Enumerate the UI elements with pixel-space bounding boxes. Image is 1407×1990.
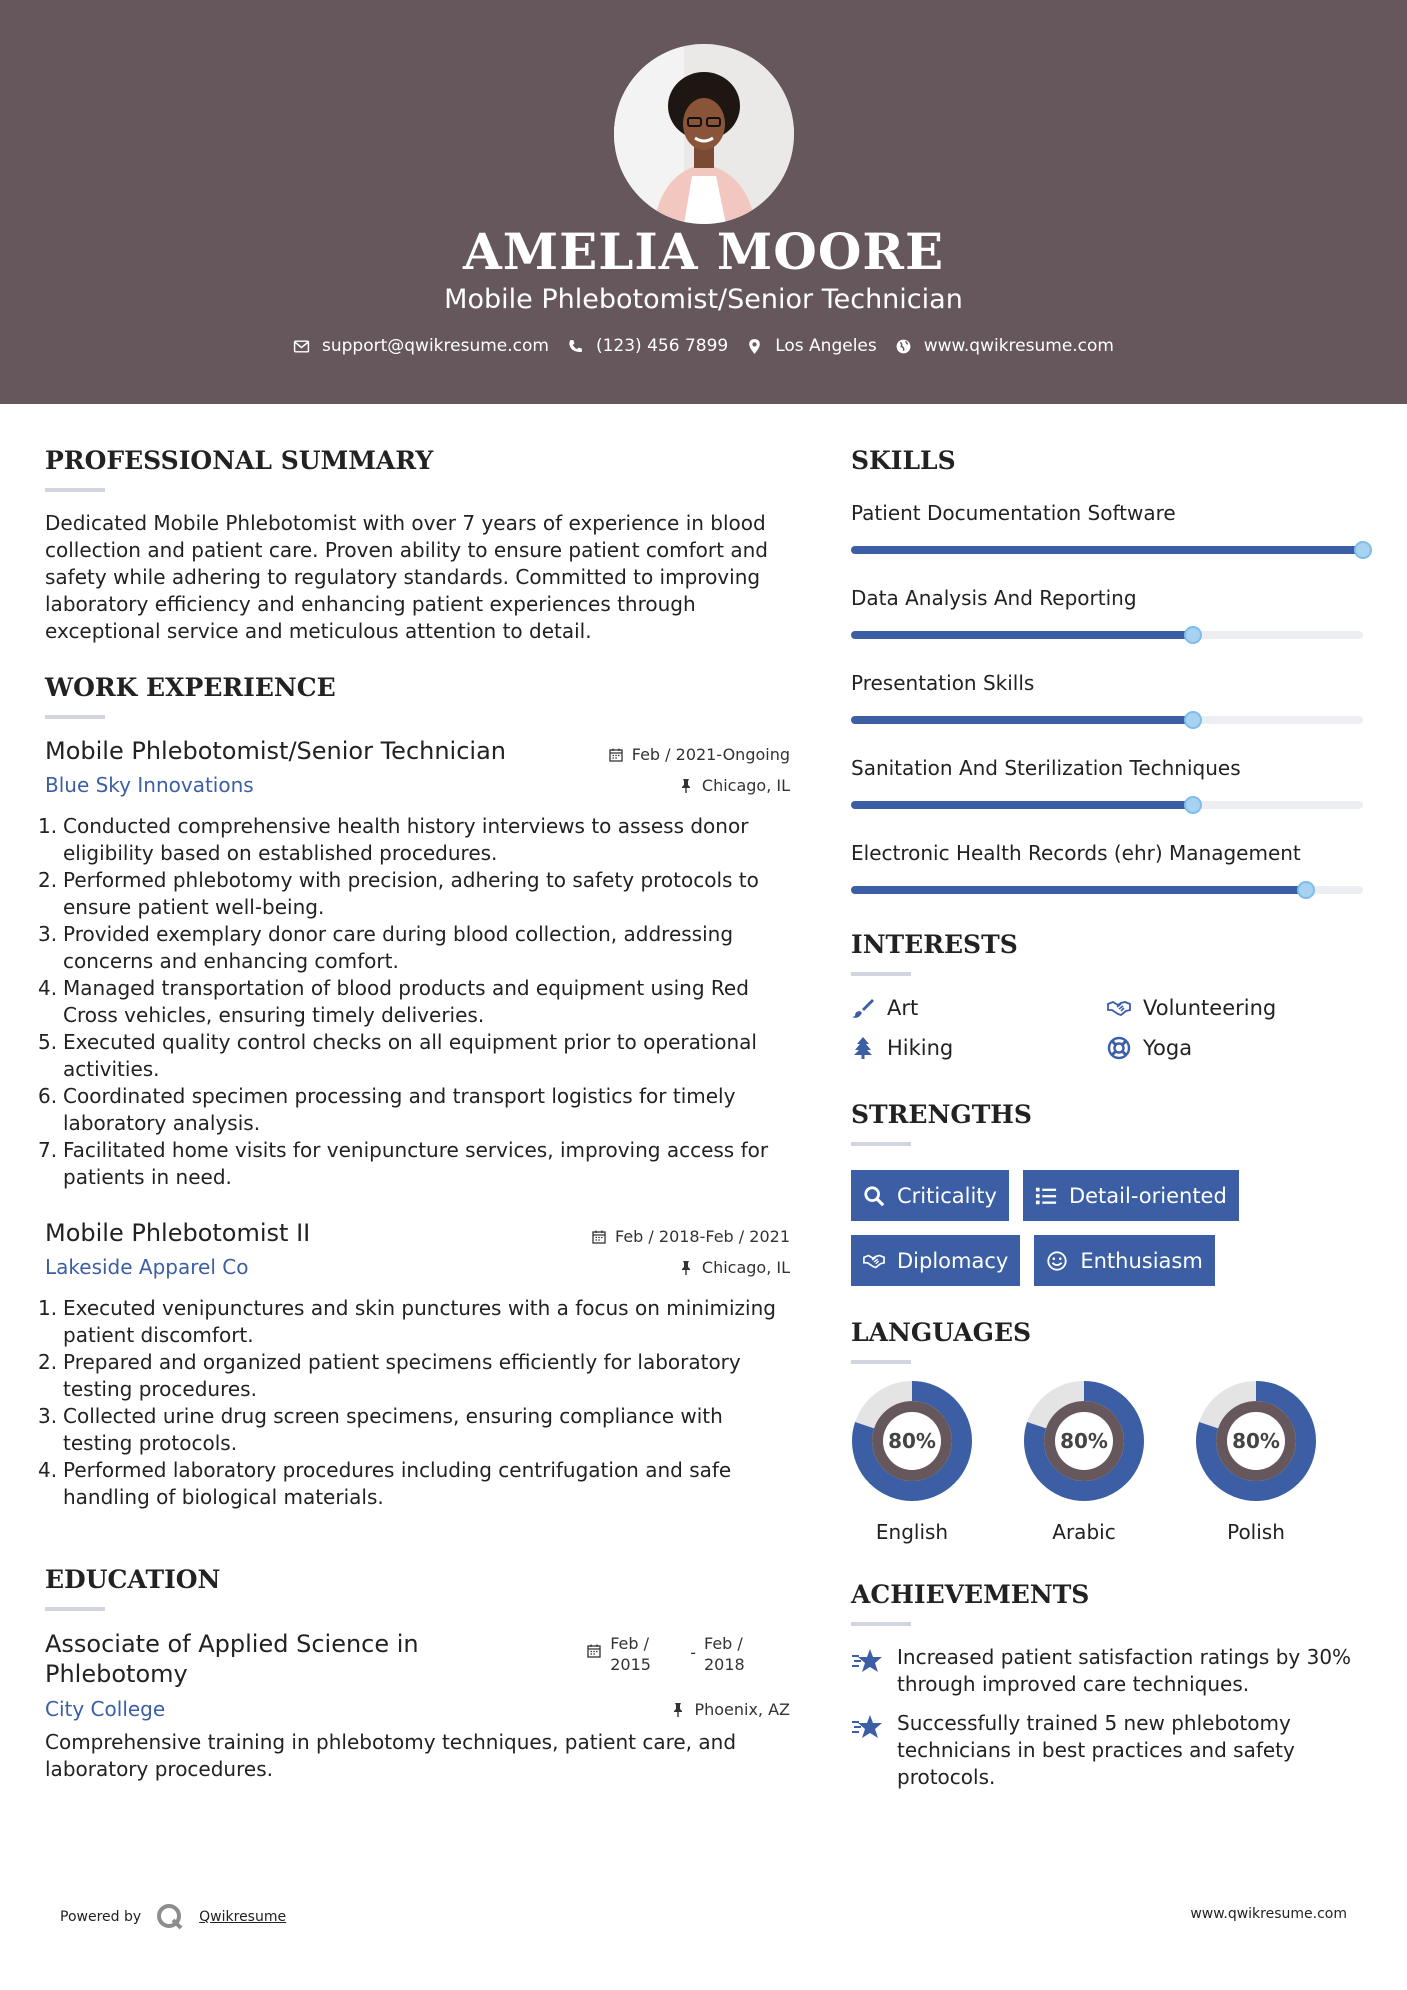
website-text: www.qwikresume.com (923, 336, 1114, 356)
skill-item (851, 756, 1366, 809)
heading-underline (851, 972, 911, 976)
language-name: English (875, 1520, 949, 1544)
language-item (851, 1380, 973, 1544)
skill-bar-knob (1184, 796, 1202, 814)
handshake-icon (863, 1250, 885, 1272)
strength-chip: Diplomacy (851, 1235, 1020, 1286)
handshake-icon (1107, 996, 1131, 1020)
skill-bar-fill (851, 631, 1193, 639)
degree-title: Associate of Applied Science in Phlebotomy (45, 1630, 419, 1688)
list-item: 5. Executed quality control checks on all equipment prior to operational activities. (38, 1030, 757, 1081)
language-item (1195, 1380, 1317, 1544)
education-heading: EDUCATION (45, 1565, 221, 1594)
skill-bar-fill (851, 716, 1193, 724)
interest-item: Volunteering (1107, 996, 1363, 1020)
star-icon (851, 1713, 883, 1741)
left-column (38, 404, 790, 1783)
location-text: Los Angeles (775, 336, 877, 356)
candidate-title: Mobile Phlebotomist/Senior Technician (444, 284, 963, 315)
skill-label: Patient Documentation Software (851, 501, 1176, 525)
school-name: City College (45, 1697, 166, 1721)
tree-icon (851, 1036, 875, 1060)
education-end: Feb / 2018 (704, 1634, 745, 1674)
language-name: Polish (1227, 1520, 1285, 1544)
contact-email[interactable] (293, 336, 549, 356)
education-location: Phoenix, AZ (670, 1700, 790, 1719)
strength-chip: Criticality (851, 1170, 1009, 1221)
list-item: 1. Conducted comprehensive health history interviews to assess donor eligibility based on established procedures. (38, 814, 749, 865)
summary-section (45, 446, 790, 645)
pushpin-icon (678, 778, 694, 794)
skill-bar-fill (851, 801, 1193, 809)
heading-underline (851, 1622, 911, 1626)
skill-label: Sanitation And Sterilization Techniques (851, 756, 1241, 780)
candidate-name: AMELIA MOORE (462, 222, 945, 281)
skill-bar (851, 546, 1363, 554)
list-item: 2. Performed phlebotomy with precision, adhering to safety protocols to ensure patient well-being. (38, 868, 759, 919)
job-entry-1 (38, 737, 790, 1191)
list-item: 6. Coordinated specimen processing and transport logistics for timely laboratory analysis. (38, 1084, 736, 1135)
list-item: 1. Executed venipunctures and skin punctures with a focus on minimizing patient discomfort. (38, 1296, 776, 1347)
right-column (851, 404, 1366, 1791)
achievements-section (851, 1580, 1366, 1791)
interest-item: Hiking (851, 1036, 1107, 1060)
job-location: Chicago, IL (678, 1258, 790, 1277)
heading-underline (45, 488, 105, 492)
language-item (1023, 1380, 1145, 1544)
email-text: support@qwikresume.com (322, 336, 549, 356)
skill-bar-knob (1354, 541, 1372, 559)
language-ring (1023, 1380, 1145, 1502)
skill-label: Data Analysis And Reporting (851, 586, 1137, 610)
skill-bar-knob (1184, 626, 1202, 644)
strength-chip: Detail-oriented (1023, 1170, 1239, 1221)
skill-bar (851, 631, 1363, 639)
language-percent: 80% (888, 1429, 936, 1453)
job-title: Mobile Phlebotomist II (45, 1219, 311, 1247)
skill-label: Presentation Skills (851, 671, 1035, 695)
heading-underline (45, 715, 105, 719)
list-icon (1035, 1185, 1057, 1207)
skill-item (851, 671, 1366, 724)
achievement-item (851, 1644, 1366, 1698)
skill-bar-knob (1297, 881, 1315, 899)
language-name: Arabic (1052, 1520, 1116, 1544)
phone-icon (567, 338, 584, 355)
star-icon (851, 1647, 883, 1675)
strength-chip: Enthusiasm (1034, 1235, 1214, 1286)
company-name: Blue Sky Innovations (45, 773, 254, 797)
calendar-icon (608, 747, 624, 763)
achievement-item (851, 1710, 1366, 1791)
contact-location (746, 336, 877, 356)
strengths-section (851, 1100, 1366, 1286)
list-item: 2. Prepared and organized patient specimens efficiently for laboratory testing procedures. (38, 1350, 741, 1401)
language-percent: 80% (1232, 1429, 1280, 1453)
skill-bar-knob (1184, 711, 1202, 729)
map-marker-icon (746, 338, 763, 355)
brand-link[interactable]: Qwikresume (199, 1909, 287, 1925)
achievement-text: Increased patient satisfaction ratings by 30% through improved care techniques. (897, 1645, 1352, 1696)
list-item: 7. Facilitated home visits for venipuncture services, improving access for patients in need. (38, 1138, 769, 1189)
interest-item: Art (851, 996, 1107, 1020)
skill-bar-fill (851, 546, 1363, 554)
calendar-icon (586, 1643, 602, 1659)
skill-bar (851, 801, 1363, 809)
job-entry-2 (38, 1219, 790, 1511)
languages-section (851, 1318, 1366, 1544)
heading-underline (851, 1142, 911, 1146)
heading-underline (45, 1607, 105, 1611)
skill-item (851, 501, 1366, 554)
phone-text: (123) 456 7899 (595, 336, 729, 356)
interests-section (851, 930, 1366, 1060)
skill-item (851, 841, 1366, 894)
resume-header (0, 0, 1407, 404)
job-dates: Feb / 2021-Ongoing (608, 745, 790, 764)
experience-heading: WORK EXPERIENCE (45, 673, 336, 702)
contact-website[interactable] (895, 336, 1114, 356)
job-achievements-list (38, 813, 790, 1191)
company-name: Lakeside Apparel Co (45, 1255, 249, 1279)
education-section (45, 1565, 790, 1783)
skill-bar (851, 716, 1363, 724)
interest-item: Yoga (1107, 1036, 1363, 1060)
list-item: 4. Managed transportation of blood products and equipment using Red Cross vehicles, ensuring timely deliveries. (38, 976, 749, 1027)
education-description: Comprehensive training in phlebotomy techniques, patient care, and laboratory procedures. (45, 1730, 737, 1781)
skills-list (851, 501, 1366, 894)
life-ring-icon (1107, 1036, 1131, 1060)
skill-label: Electronic Health Records (ehr) Management (851, 841, 1301, 865)
language-ring (851, 1380, 973, 1502)
experience-section (38, 673, 790, 1511)
job-location: Chicago, IL (678, 776, 790, 795)
pushpin-icon (670, 1702, 686, 1718)
profile-photo-image (614, 44, 794, 224)
job-title: Mobile Phlebotomist/Senior Technician (45, 737, 507, 765)
skill-bar-fill (851, 886, 1306, 894)
contact-phone[interactable] (567, 336, 728, 356)
strengths-list (851, 1170, 1371, 1286)
pushpin-icon (678, 1260, 694, 1276)
footer-site-link[interactable]: www.qwikresume.com (1190, 1906, 1347, 1922)
education-start: Feb / 2015 (610, 1634, 651, 1674)
job-dates: Feb / 2018-Feb / 2021 (591, 1227, 790, 1246)
language-ring (1195, 1380, 1317, 1502)
list-item: 4. Performed laboratory procedures including centrifugation and safe handling of biological materials. (38, 1458, 732, 1509)
languages-list (851, 1380, 1366, 1544)
powered-by-text: Powered by (60, 1909, 142, 1925)
smile-icon (1046, 1250, 1068, 1272)
skills-heading: SKILLS (851, 446, 956, 475)
skill-item (851, 586, 1366, 639)
skills-section (851, 446, 1366, 894)
job-achievements-list (38, 1295, 790, 1511)
languages-heading: LANGUAGES (851, 1318, 1032, 1347)
interests-heading: INTERESTS (851, 930, 1018, 959)
strengths-heading: STRENGTHS (851, 1100, 1032, 1129)
qwikresume-logo-icon (155, 1902, 185, 1932)
envelope-icon (293, 338, 310, 355)
summary-text: Dedicated Mobile Phlebotomist with over 7 years of experience in blood collection and patient care. Proven ability to ensure patient comfort and safety while adhering to regulatory standards. Committed to improving laboratory efficiency and enhancing patient experiences through exceptional service and meticulous attention to detail. (45, 511, 768, 643)
footer-branding (60, 1902, 286, 1932)
summary-heading: PROFESSIONAL SUMMARY (45, 446, 434, 475)
globe-icon (895, 338, 912, 355)
achievement-text: Successfully trained 5 new phlebotomy technicians in best practices and safety protocols. (897, 1711, 1295, 1789)
education-dates: Feb / 2015 - Feb / 2018 (586, 1633, 754, 1675)
profile-photo (614, 44, 794, 224)
contact-bar (0, 336, 1407, 356)
list-item: 3. Provided exemplary donor care during blood collection, addressing concerns and enhancing comfort. (38, 922, 734, 973)
language-percent: 80% (1060, 1429, 1108, 1453)
achievements-heading: ACHIEVEMENTS (851, 1580, 1090, 1609)
list-item: 3. Collected urine drug screen specimens, ensuring compliance with testing protocols. (38, 1404, 723, 1455)
interests-list (851, 996, 1366, 1060)
paintbrush-icon (851, 996, 875, 1020)
skill-bar (851, 886, 1363, 894)
calendar-icon (591, 1229, 607, 1245)
search-icon (863, 1185, 885, 1207)
heading-underline (851, 1360, 911, 1364)
